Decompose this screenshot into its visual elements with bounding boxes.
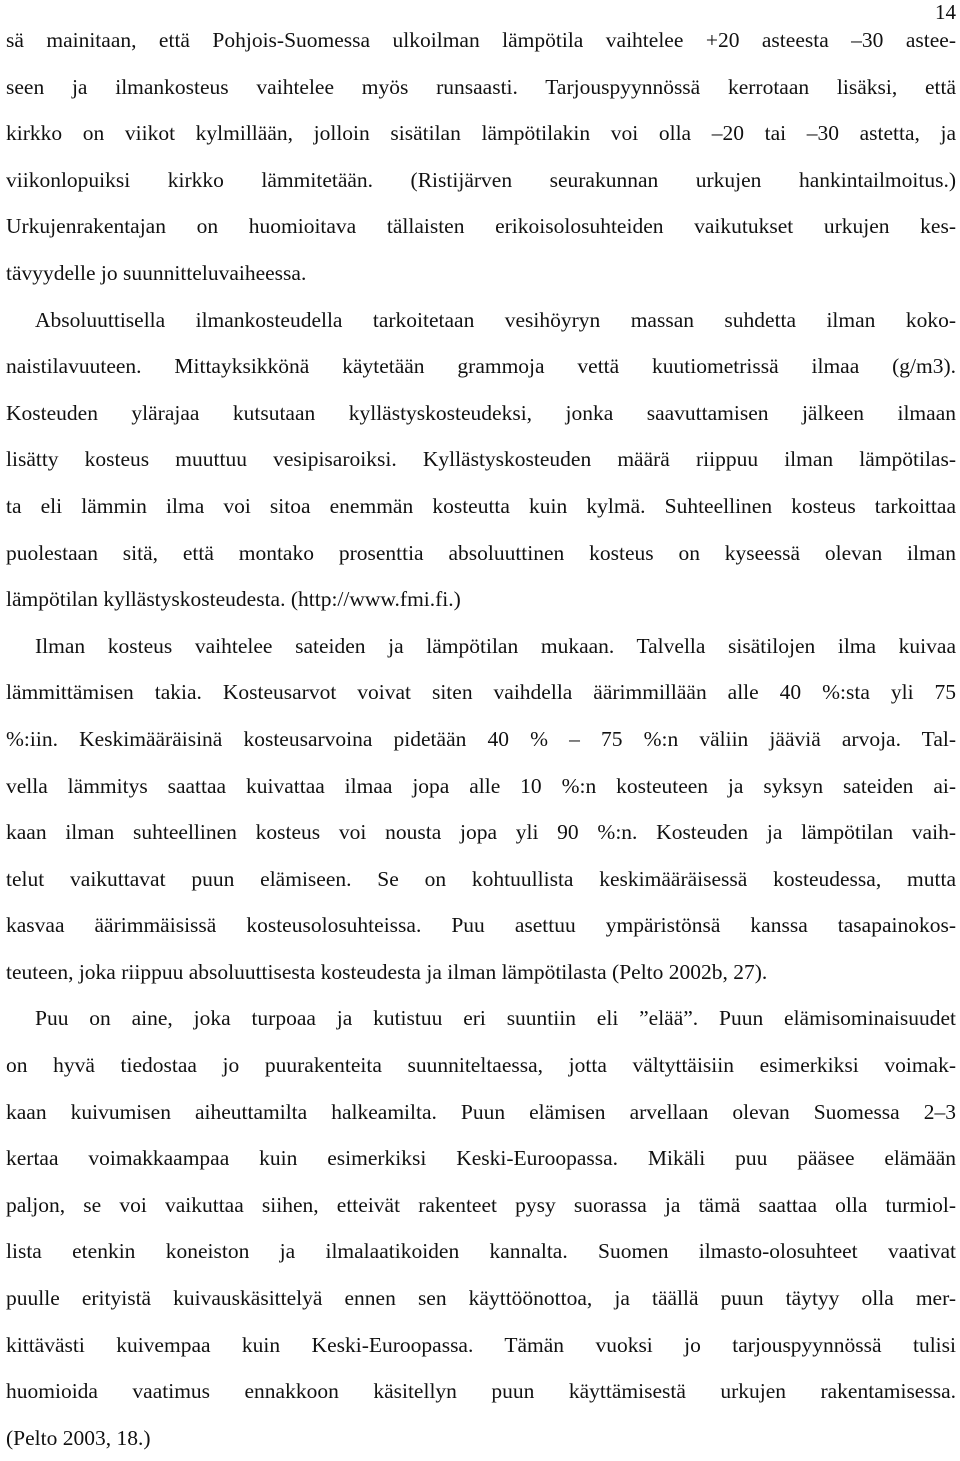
text-line: paljon, se voi vaikuttaa siihen, etteivät rakenteet pysy suorassa ja tämä saattaa olla turmiol-: [6, 1192, 956, 1217]
text-line: naistilavuuteen. Mittayksikkönä käytetään grammoja vettä kuutiometrissä ilmaa (g/m3).: [6, 354, 956, 379]
text-line: huomioida vaatimus ennakkoon käsitellyn puun käyttämisestä urkujen rakentamisessa.: [6, 1379, 956, 1404]
text-line: vella lämmitys saattaa kuivattaa ilmaa jopa alle 10 %:n kosteuteen ja syksyn sateiden ai-: [6, 773, 956, 798]
text-line: (Pelto 2003, 18.): [6, 1425, 151, 1450]
text-line: Urkujenrakentajan on huomioitava tällaisten erikoisolosuhteiden vaikutukset urkujen kes-: [6, 214, 956, 239]
text-line: lisätty kosteus muuttuu vesipisaroiksi. Kyllästyskosteuden määrä riippuu ilman lämpötilas-: [6, 447, 956, 472]
text-line: lämmittämisen takia. Kosteusarvot voivat siten vaihdella äärimmillään alle 40 %:sta yli 75: [6, 680, 956, 705]
text-line: kaan ilman suhteellinen kosteus voi nousta jopa yli 90 %:n. Kosteuden ja lämpötilan vaih-: [6, 820, 956, 845]
text-line: kirkko on viikot kylmillään, jolloin sisätilan lämpötilakin voi olla –20 tai –30 astetta, ja: [6, 121, 956, 146]
text-line: seen ja ilmankosteus vaihtelee myös runsaasti. Tarjouspyynnössä kerrotaan lisäksi, että: [6, 74, 956, 99]
text-line: %:iin. Keskimääräisinä kosteusarvoina pidetään 40 % – 75 %:n väliin jääviä arvoja. Tal-: [6, 726, 956, 751]
text-line: Ilman kosteus vaihtelee sateiden ja lämpötilan mukaan. Talvella sisätilojen ilma kuivaa: [35, 633, 956, 658]
text-line: kertaa voimakkaampaa kuin esimerkiksi Keski-Euroopassa. Mikäli puu pääsee elämään: [6, 1146, 956, 1171]
text-line: sä mainitaan, että Pohjois-Suomessa ulkoilman lämpötila vaihtelee +20 asteesta –30 astee-: [6, 28, 956, 52]
text-line: Absoluuttisella ilmankosteudella tarkoitetaan vesihöyryn massan suhdetta ilman koko-: [35, 307, 956, 332]
text-line: tävyydelle jo suunnitteluvaiheessa.: [6, 260, 307, 285]
text-line: viikonlopuiksi kirkko lämmitetään. (Ristijärven seurakunnan urkujen hankintailmoitus.): [6, 167, 956, 192]
text-line: Kosteuden ylärajaa kutsutaan kyllästyskosteudeksi, jonka saavuttamisen jälkeen ilmaan: [6, 400, 956, 425]
text-line: telut vaikuttavat puun elämiseen. Se on kohtuullista keskimääräisessä kosteudessa, mutta: [6, 866, 956, 891]
page-number: 14: [935, 0, 956, 24]
text-line: teuteen, joka riippuu absoluuttisesta kosteudesta ja ilman lämpötilasta (Pelto 2002b, 27).: [6, 959, 768, 984]
text-line: Puu on aine, joka turpoaa ja kutistuu eri suuntiin eli ”elää”. Puun elämisominaisuudet: [35, 1006, 956, 1031]
text-line: ta eli lämmin ilma voi sitoa enemmän kosteutta kuin kylmä. Suhteellinen kosteus tarkoittaa: [6, 493, 956, 518]
text-line: lista etenkin koneiston ja ilmalaatikoiden kannalta. Suomen ilmasto-olosuhteet vaativat: [6, 1239, 956, 1264]
text-line: kittävästi kuivempaa kuin Keski-Euroopassa. Tämän vuoksi jo tarjouspyynnössä tulisi: [6, 1332, 956, 1357]
text-line: puolestaan sitä, että montako prosenttia absoluuttinen kosteus on kyseessä olevan ilman: [6, 540, 956, 565]
text-line: kasvaa äärimmäisissä kosteusolosuhteissa. Puu asettuu ympäristönsä kanssa tasapainokos-: [6, 913, 956, 938]
text-line: on hyvä tiedostaa jo puurakenteita suunniteltaessa, jotta vältyttäisiin esimerkiksi voimak-: [6, 1053, 956, 1078]
text-line: puulle erityistä kuivauskäsittelyä ennen sen käyttöönottoa, ja täällä puun täytyy olla mer-: [6, 1286, 956, 1311]
text-line: lämpötilan kyllästyskosteudesta. (http://www.fmi.fi.): [6, 587, 461, 612]
text-line: kaan kuivumisen aiheuttamilta halkeamilta. Puun elämisen arvellaan olevan Suomessa 2–3: [6, 1099, 956, 1124]
body-text: [6, 17, 956, 1461]
